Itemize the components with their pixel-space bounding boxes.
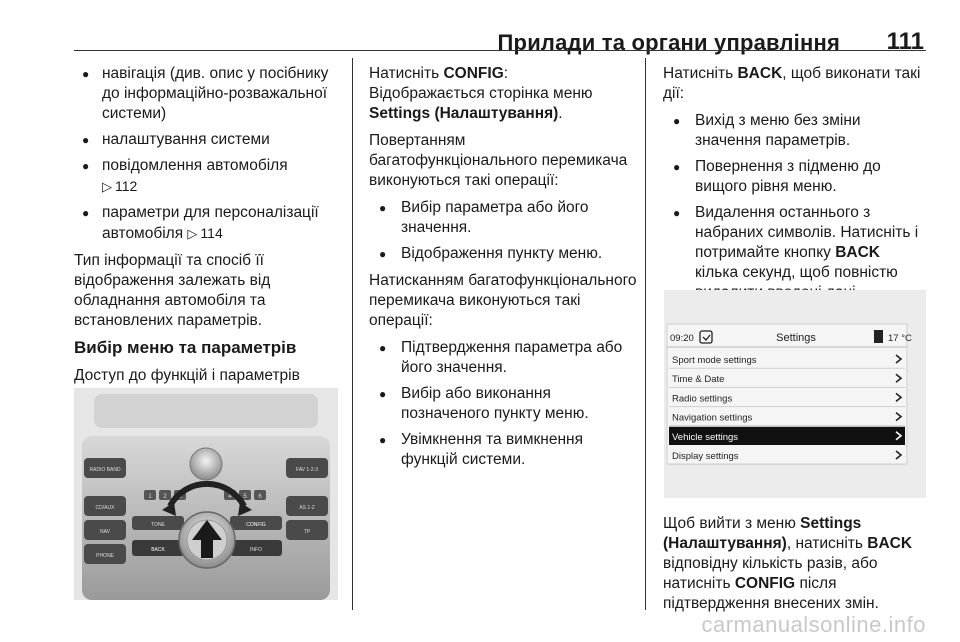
- column-3-bottom: [663, 514, 927, 621]
- preset-label: 5: [243, 494, 247, 500]
- preset-label: 2: [163, 494, 167, 500]
- config-label: CONFIG: [246, 522, 266, 528]
- column-3: [663, 64, 927, 310]
- paragraph: Доступ до функцій і параметрів: [74, 367, 300, 384]
- settings-menu-name: Settings (Налаштування): [663, 515, 862, 552]
- list-item: ● Вибір параметра або його значення.: [369, 198, 637, 238]
- page-reference-icon: ▷: [187, 226, 198, 241]
- back-key-label: BACK: [737, 65, 783, 82]
- back-actions-list: [663, 111, 927, 303]
- fav-label: FAV 1-2-3: [295, 467, 319, 473]
- info-label: INFO: [250, 547, 262, 553]
- back-key-label: BACK: [835, 244, 880, 261]
- settings-menu-item-label: Vehicle settings: [672, 431, 739, 443]
- as-label: AS 1-2: [299, 505, 315, 511]
- list-item: ● параметри для персоналізації автомобіля ▷ 114: [74, 203, 342, 244]
- cd-aux-label: CD/AUX: [95, 505, 115, 511]
- page-reference-icon: ▷: [102, 179, 112, 194]
- clock-text: 09:20: [670, 333, 694, 344]
- settings-menu-item-label: Navigation settings: [672, 412, 753, 424]
- temperature-text: 17 °C: [888, 333, 912, 344]
- list-item: ● Вибір або виконання позначеного пункту меню.: [369, 384, 637, 424]
- settings-menu-item-label: Display settings: [672, 451, 739, 462]
- column-divider-1: [352, 58, 353, 610]
- settings-menu-item-label: Time & Date: [672, 374, 725, 386]
- header-rule: [74, 50, 926, 51]
- preset-label: 6: [258, 494, 262, 500]
- list-item: ● Підтвердження параметра або його значення.: [369, 338, 637, 378]
- control-panel-illustration: [74, 388, 338, 600]
- preset-label: 3: [178, 494, 182, 500]
- paragraph: Натисніть BACK, щоб виконати такі дії:: [663, 65, 921, 102]
- paragraph: Натисніть CONFIG: Відображається сторінка меню Settings (Налаштування).: [369, 65, 593, 122]
- section-heading: Вибір меню та параметрів: [74, 338, 297, 357]
- column-divider-2: [645, 58, 646, 610]
- list-item: ● навігація (див. опис у посібнику до інформаційно-розважальної системи): [74, 64, 342, 124]
- settings-screen-illustration: [664, 290, 926, 498]
- rotate-actions-list: [369, 198, 637, 264]
- back-key-label: BACK: [867, 535, 913, 552]
- settings-menu-item-label: Sport mode settings: [672, 355, 757, 366]
- phone-label: PHONE: [96, 553, 114, 559]
- page-header: [74, 20, 926, 54]
- settings-menu-name: Settings (Налаштування): [369, 105, 559, 122]
- paragraph: Тип інформації та спосіб її відображення залежать від обладнання автомобіля та встановлених параметрів.: [74, 252, 271, 329]
- page-reference[interactable]: 114: [200, 225, 223, 241]
- list-item: ● Вихід з меню без зміни значення параметрів.: [663, 111, 927, 151]
- radio-label: RADIO BAND: [89, 467, 121, 473]
- tp-label: TP: [303, 529, 311, 535]
- settings-menu-item[interactable]: [669, 427, 905, 445]
- page-title: Прилади та органи управління: [497, 30, 840, 55]
- press-actions-list: [369, 338, 637, 470]
- settings-menu-item-label: Radio settings: [672, 393, 733, 405]
- phone-icon: [874, 330, 883, 343]
- list-item: ● Повернення з підменю до вищого рівня меню.: [663, 157, 927, 197]
- list-item: ● повідомлення автомобіля ▷ 112: [74, 156, 342, 197]
- paragraph: Повертанням багатофункціонального перемикача виконуються такі операції:: [369, 132, 628, 189]
- nav-label: NAV: [100, 529, 110, 535]
- paragraph: Натисканням багатофункціонального перемикача виконуються такі операції:: [369, 272, 637, 329]
- tone-label: TONE: [151, 522, 165, 528]
- page-number: 111: [886, 28, 924, 55]
- screen-title: Settings: [776, 332, 816, 344]
- list-item: ● налаштування системи: [74, 130, 342, 150]
- watermark: carmanualsonline.info: [701, 612, 926, 637]
- column-1: [74, 64, 342, 413]
- list-item: ● Видалення останнього з набраних символів. Натисніть і потримайте кнопку BACK кілька секунд, щоб повністю: [663, 203, 927, 303]
- list-item: ● Увімкнення та вимкнення функцій системи.: [369, 430, 637, 470]
- power-volume-knob[interactable]: [190, 448, 222, 480]
- column-2: [369, 64, 637, 477]
- config-key-label: CONFIG: [443, 65, 504, 82]
- config-key-label: CONFIG: [734, 575, 796, 592]
- feature-list: [74, 64, 342, 244]
- preset-label: 1: [148, 494, 152, 500]
- preset-label: 4: [228, 494, 232, 500]
- paragraph: Щоб вийти з меню Settings (Налаштування), натисніть BACK відповідну кількість разів, або натисніть CONFIG після підтвердження внесених змін.: [663, 515, 913, 612]
- back-label: BACK: [151, 547, 165, 553]
- list-item: ● Відображення пункту меню.: [369, 244, 637, 264]
- page-reference[interactable]: 112: [115, 178, 138, 194]
